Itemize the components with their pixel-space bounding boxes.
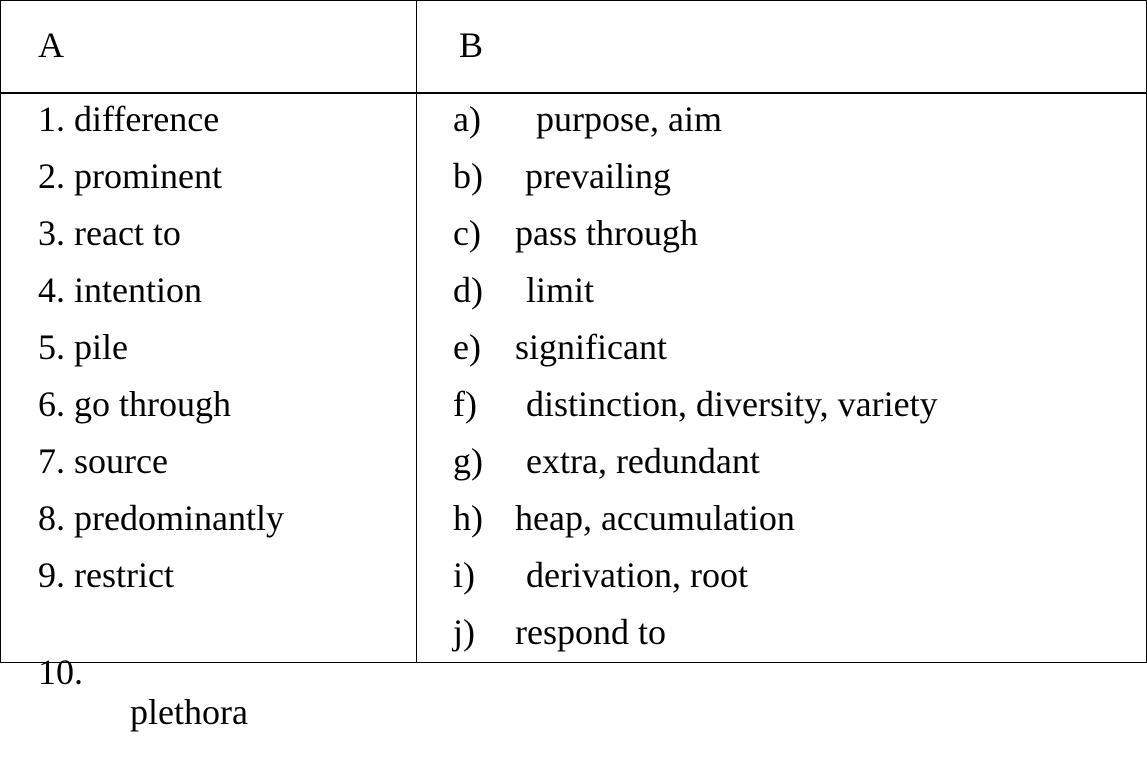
table-row [1, 213, 1146, 270]
term-a: 4. intention [38, 270, 202, 310]
term-a [38, 612, 248, 772]
option-meaning: pass through [515, 213, 698, 253]
option-letter: j) [453, 612, 475, 652]
option-meaning: heap, accumulation [515, 498, 795, 538]
table-row [1, 498, 1146, 555]
option-letter: g) [453, 441, 483, 481]
table-row [1, 270, 1146, 327]
table-row [1, 156, 1146, 213]
term-a: 8. predominantly [38, 498, 284, 538]
table-row [1, 441, 1146, 498]
option-meaning: respond to [515, 612, 666, 652]
option-meaning: prevailing [525, 156, 671, 196]
header-divider [1, 92, 1146, 94]
term-a: 3. react to [38, 213, 181, 253]
term-a: 7. source [38, 441, 168, 481]
option-letter: i) [453, 555, 475, 595]
option-meaning: distinction, diversity, variety [526, 384, 938, 424]
option-letter: f) [453, 384, 477, 424]
term-a: 9. restrict [38, 555, 174, 595]
option-letter: a) [453, 99, 481, 139]
term-a: 1. difference [38, 99, 220, 139]
option-letter: b) [453, 156, 483, 196]
option-meaning: limit [526, 270, 595, 310]
option-letter: e) [453, 327, 481, 367]
option-letter: h) [453, 498, 483, 538]
option-meaning: extra, redundant [526, 441, 760, 481]
table-row [1, 99, 1146, 156]
term-a: 6. go through [38, 384, 231, 424]
term-word: plethora [130, 692, 248, 732]
column-a-header: A [38, 25, 64, 65]
table-row [1, 555, 1146, 612]
term-a: 2. prominent [38, 156, 222, 196]
term-a: 5. pile [38, 327, 128, 367]
table-row [1, 327, 1146, 384]
table-row [1, 612, 1146, 732]
option-meaning: purpose, aim [536, 99, 722, 139]
option-letter: d) [453, 270, 483, 310]
column-b-header: B [459, 25, 484, 65]
option-letter: c) [453, 213, 481, 253]
term-number: 10. [38, 652, 83, 692]
table-row [1, 384, 1146, 441]
option-meaning: derivation, root [526, 555, 748, 595]
option-meaning: significant [515, 327, 667, 367]
